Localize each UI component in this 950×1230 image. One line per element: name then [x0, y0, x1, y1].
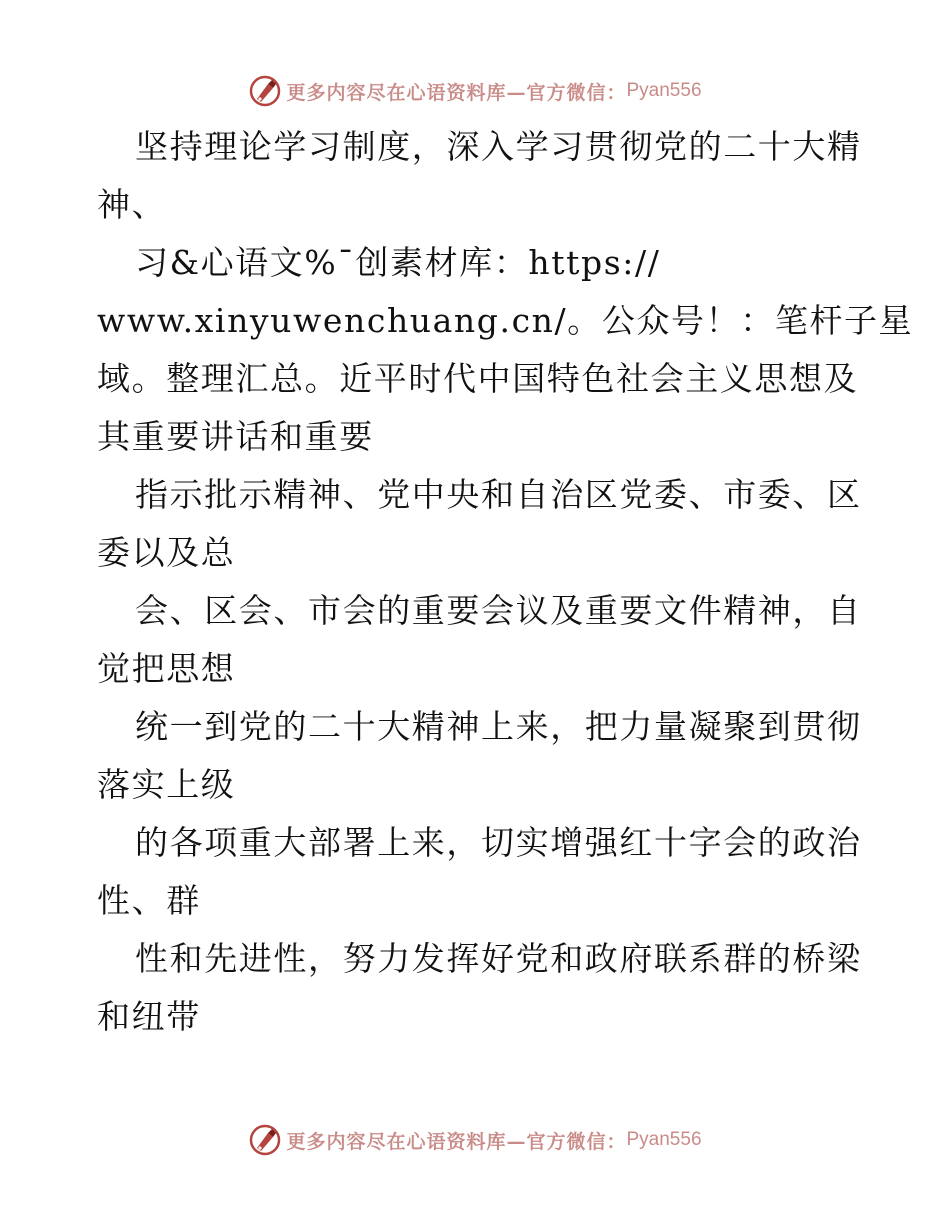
document-body: [97, 118, 914, 1046]
pen-nib-logo-icon: [248, 74, 282, 108]
body-line: 性和先进性，努力发挥好党和政府联系群的桥梁: [135, 939, 862, 978]
body-line: 和纽带: [97, 997, 201, 1036]
watermark-text: 更多内容尽在心语资料库—官方微信：: [286, 1130, 627, 1153]
footer-watermark: [0, 1120, 950, 1160]
body-line: 落实上级: [97, 765, 236, 804]
body-line: 委以及总: [97, 533, 236, 572]
pen-nib-logo-icon: [248, 1123, 282, 1157]
header-watermark: [0, 71, 950, 111]
body-line: 域。整理汇总。近平时代中国特色社会主义思想及: [97, 359, 859, 398]
watermark-account: Pyan556: [626, 1129, 702, 1150]
body-line: 指示批示精神、党中央和自治区党委、市委、区: [135, 475, 862, 514]
body-line: 其重要讲话和重要: [97, 417, 374, 456]
body-line: 神、: [97, 185, 167, 224]
watermark-text: 更多内容尽在心语资料库—官方微信：: [286, 81, 627, 104]
body-line: 习&心语文%¯创素材库：https://: [135, 243, 661, 282]
body-line: 性、群: [97, 881, 201, 920]
body-line: 统一到党的二十大精神上来，把力量凝聚到贯彻: [135, 707, 862, 746]
body-line: 的各项重大部署上来，切实增强红十字会的政治: [135, 823, 862, 862]
body-line: www.xinyuwenchuang.cn/。公众号！：笔杆子星: [97, 301, 914, 340]
body-line: 坚持理论学习制度，深入学习贯彻党的二十大精: [135, 127, 862, 166]
body-line: 觉把思想: [97, 649, 236, 688]
watermark-account: Pyan556: [626, 80, 702, 101]
body-line: 会、区会、市会的重要会议及重要文件精神，自: [135, 591, 862, 630]
